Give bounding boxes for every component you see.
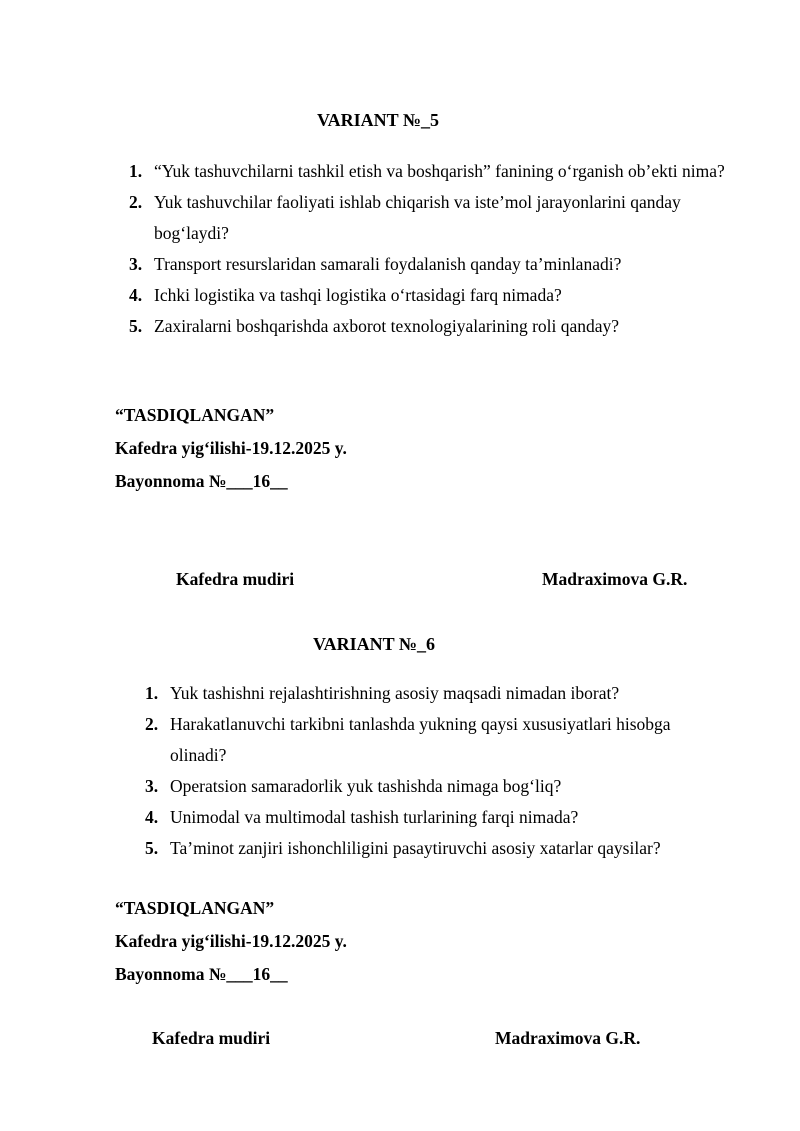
variant-5-signature-name: Madraximova G.R. bbox=[542, 569, 688, 589]
question-number: 1. bbox=[129, 161, 143, 181]
question-number: 2. bbox=[145, 714, 159, 734]
question-item bbox=[129, 156, 734, 187]
question-number: 1. bbox=[145, 683, 159, 703]
question-number: 4. bbox=[145, 807, 159, 827]
question-text: Ichki logistika va tashqi logistika o‘rtasidagi farq nimada? bbox=[154, 285, 562, 305]
variant-6-title: VARIANT №_6 bbox=[313, 634, 435, 654]
variant-5-approval-block bbox=[115, 399, 347, 498]
approval-protocol: Bayonnoma №___16__ bbox=[115, 964, 288, 984]
question-text: Operatsion samaradorlik yuk tashishda nimaga bog‘liq? bbox=[170, 776, 562, 796]
question-item bbox=[145, 802, 730, 833]
question-text: Unimodal va multimodal tashish turlarining farqi nimada? bbox=[170, 807, 579, 827]
question-text: Zaxiralarni boshqarishda axborot texnologiyalarining roli qanday? bbox=[154, 316, 620, 336]
question-text: “Yuk tashuvchilarni tashkil etish va boshqarish” fanining o‘rganish ob’ekti nima? bbox=[154, 161, 725, 181]
variant-5-signature-role: Kafedra mudiri bbox=[176, 569, 295, 589]
approval-status: “TASDIQLANGAN” bbox=[115, 898, 275, 918]
question-item bbox=[145, 709, 730, 771]
question-text: Yuk tashuvchilar faoliyati ishlab chiqarish va iste’mol jarayonlarini qanday bog‘laydi? bbox=[154, 192, 681, 243]
question-number: 4. bbox=[129, 285, 143, 305]
variant-6-approval-block bbox=[115, 892, 347, 991]
approval-protocol: Bayonnoma №___16__ bbox=[115, 471, 288, 491]
question-item bbox=[129, 249, 734, 280]
variant-6-signature-name: Madraximova G.R. bbox=[495, 1028, 641, 1048]
variant-6-signature-role: Kafedra mudiri bbox=[152, 1028, 271, 1048]
approval-meeting: Kafedra yig‘ilishi-19.12.2025 y. bbox=[115, 931, 347, 951]
question-number: 5. bbox=[129, 316, 143, 336]
question-item bbox=[129, 187, 734, 249]
question-number: 5. bbox=[145, 838, 159, 858]
question-number: 3. bbox=[145, 776, 159, 796]
variant-5-questions bbox=[129, 156, 734, 342]
question-item bbox=[129, 311, 734, 342]
approval-meeting: Kafedra yig‘ilishi-19.12.2025 y. bbox=[115, 438, 347, 458]
approval-status: “TASDIQLANGAN” bbox=[115, 405, 275, 425]
question-text: Transport resurslaridan samarali foydalanish qanday ta’minlanadi? bbox=[154, 254, 622, 274]
variant-5-title: VARIANT №_5 bbox=[317, 110, 439, 130]
question-number: 3. bbox=[129, 254, 143, 274]
question-text: Ta’minot zanjiri ishonchliligini pasaytiruvchi asosiy xatarlar qaysilar? bbox=[170, 838, 661, 858]
question-item bbox=[145, 833, 730, 864]
question-item bbox=[129, 280, 734, 311]
question-text: Harakatlanuvchi tarkibni tanlashda yukning qaysi xususiyatlari hisobga olinadi? bbox=[170, 714, 671, 765]
question-item bbox=[145, 678, 730, 709]
question-text: Yuk tashishni rejalashtirishning asosiy maqsadi nimadan iborat? bbox=[170, 683, 620, 703]
question-number: 2. bbox=[129, 192, 143, 212]
question-item bbox=[145, 771, 730, 802]
variant-6-questions bbox=[145, 678, 730, 864]
